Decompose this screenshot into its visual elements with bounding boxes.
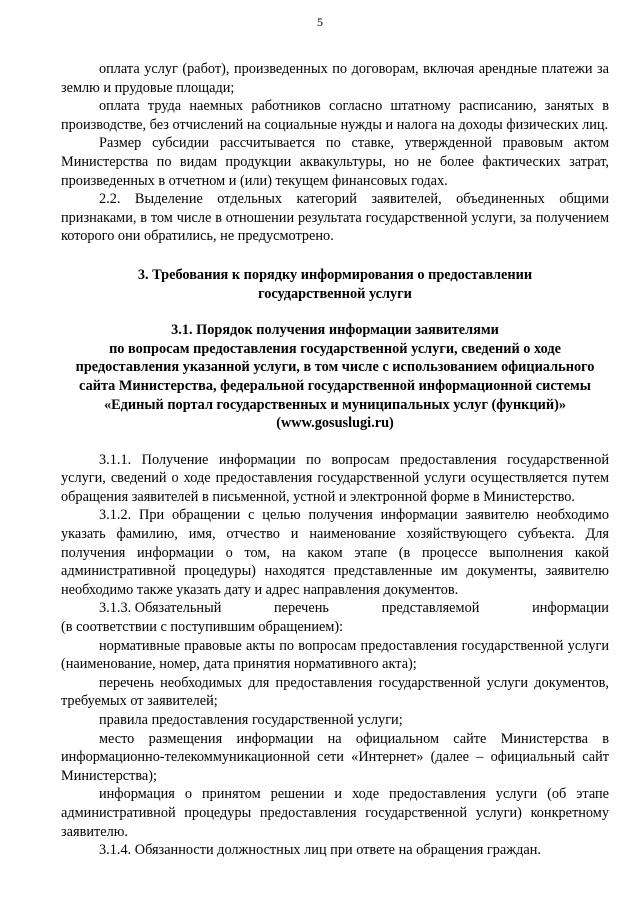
word: информации <box>532 600 609 617</box>
page-number: 5 <box>317 15 323 29</box>
list-item: место размещения информации на официальном сайте Министерства в информационно-телекоммуникационной сети «Интернет» (далее – официальный сайт Министерства); <box>61 730 609 784</box>
list-item: информация о принятом решении и ходе предоставления услуги (об этапе административной процедуры предоставления государственной услуги) конкретному заявителю. <box>61 786 609 840</box>
paragraph: оплата услуг (работ), произведенных по договорам, включая арендные платежи за землю и прудовые площади; <box>61 61 609 96</box>
section-heading-line: государственной услуги <box>258 285 412 302</box>
paragraph-3-1-3-line2: (в соответствии с поступившим обращением): <box>61 619 344 636</box>
subsection-heading-line: «Единый портал государственных и муниципальных услуг (функций)» <box>103 396 567 413</box>
word: перечень <box>274 600 329 617</box>
list-item: перечень необходимых для предоставления государственной услуги документов, требуемых от заявителей; <box>61 674 609 710</box>
paragraph-3-1-4: 3.1.4. Обязанности должностных лиц при ответе на обращения граждан. <box>99 842 541 859</box>
section-heading-line: 3. Требования к порядку информирования о предоставлении <box>137 266 533 283</box>
paragraph: оплата труда наемных работников согласно штатному расписанию, занятых в производстве, без отчислений на социальные нужды и налога на доходы физических лиц. <box>61 98 609 133</box>
subsection-heading <box>61 321 609 433</box>
paragraph: Размер субсидии рассчитывается по ставке, утвержденной правовым актом Министерства по видам продукции аквакультуры, но не более фактических затрат, произведенных в отчетном и (или) текущем финансовых годах. <box>61 135 609 189</box>
subsection-heading-line: (www.gosuslugi.ru) <box>276 415 394 432</box>
paragraph-3-1-3 <box>61 599 609 636</box>
section-heading <box>61 266 609 303</box>
list-item: правила предоставления государственной услуги; <box>99 712 403 728</box>
subsection-heading-line: сайта Министерства, федеральной государственной информационной системы <box>79 377 591 394</box>
subsection-heading-line: 3.1. Порядок получения информации заявителями <box>171 322 499 339</box>
paragraph-3-1-3-line1 <box>61 599 609 618</box>
subsection-heading-line: предоставления указанной услуги, в том числе с использованием официального <box>75 359 595 376</box>
paragraph-3-1-1: 3.1.1. Получение информации по вопросам предоставления государственной услуги, сведений о ходе предоставления государственной услуги осуществляется путем обращения заявителей в письменной, устной и электронной форме в Министерство. <box>61 451 609 505</box>
word: 3.1.3. Обязательный <box>99 600 222 617</box>
list-item: нормативные правовые акты по вопросам предоставления государственной услуги (наименование, номер, дата принятия нормативного акта); <box>61 637 609 673</box>
word: представляемой <box>381 600 480 617</box>
subsection-heading-line: по вопросам предоставления государственной услуги, сведений о ходе <box>109 340 561 357</box>
document-body <box>61 60 609 860</box>
paragraph-3-1-2: 3.1.2. При обращении с целью получения информации заявителю необходимо указать фамилию, имя, отчество и наименование хозяйствующего субъекта. Для получения информации о том, на каком этапе (в процессе выполнения какой административной процедуры) находятся представленные им документы, заявителю необходимо также указать дату и адрес направления документов. <box>61 507 609 598</box>
paragraph: 2.2. Выделение отдельных категорий заявителей, объединенных общими признаками, в том числе в отношении результата государственной услуги, за получением которого они обратились, не предусмотрено. <box>61 191 609 245</box>
